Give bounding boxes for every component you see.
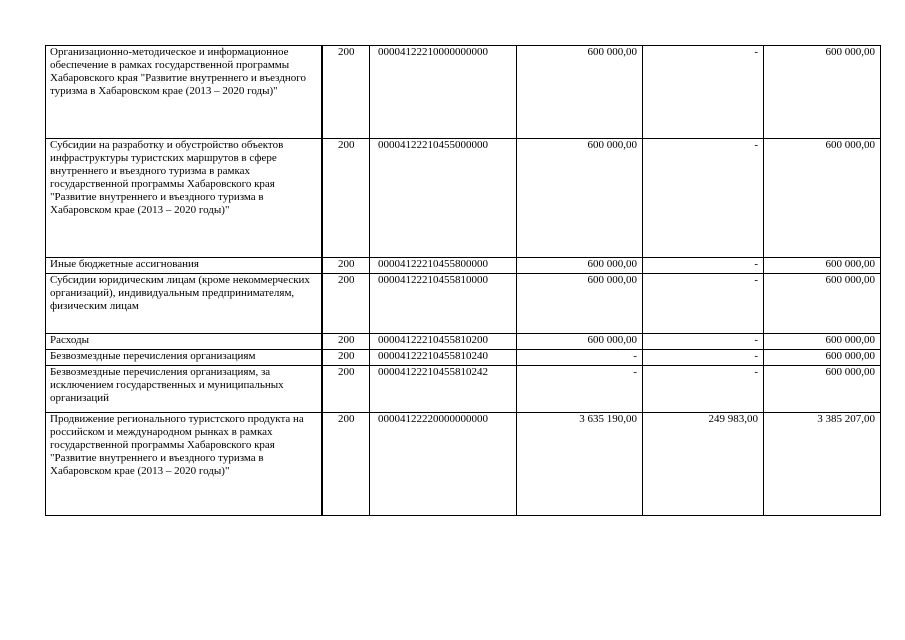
row-approved: -: [517, 350, 643, 366]
row-name: Безвозмездные перечисления организациям, за исключением государственных и муниципальных организаций: [46, 366, 322, 413]
row-remaining: 600 000,00: [764, 46, 881, 139]
row-admin-code: 200: [322, 350, 370, 366]
row-name: Иные бюджетные ассигнования: [46, 258, 322, 274]
table-row: [46, 139, 881, 258]
row-executed: -: [643, 139, 764, 258]
row-approved: 600 000,00: [517, 46, 643, 139]
row-approved: 3 635 190,00: [517, 413, 643, 516]
row-admin-code: 200: [322, 334, 370, 350]
row-name: Продвижение регионального туристского продукта на российском и международном рынках в рамках государственной программы Хабаровского края "Развитие внутреннего и въездного туризма в Хабаровском крае (2013 – 2020 годы)": [46, 413, 322, 516]
row-approved: 600 000,00: [517, 274, 643, 334]
row-budget-code: 00004122210455810242: [370, 366, 517, 413]
table-row: [46, 350, 881, 366]
row-budget-code: 00004122210455800000: [370, 258, 517, 274]
table-row: [46, 366, 881, 413]
row-approved: -: [517, 366, 643, 413]
row-name: Субсидии на разработку и обустройство объектов инфраструктуры туристских маршрутов в сфере внутреннего и въездного туризма в рамках государственной программы Хабаровского края "Развитие внутреннего и въездного туризма в Хабаровском крае (2013 – 2020 годы)": [46, 139, 322, 258]
row-budget-code: 00004122210000000000: [370, 46, 517, 139]
table-row: [46, 274, 881, 334]
row-name: Организационно-методическое и информационное обеспечение в рамках государственной программы Хабаровского края "Развитие внутреннего и въездного туризма в Хабаровском крае (2013 – 2020 годы)": [46, 46, 322, 139]
row-executed: -: [643, 350, 764, 366]
row-budget-code: 00004122220000000000: [370, 413, 517, 516]
row-executed: -: [643, 274, 764, 334]
row-admin-code: 200: [322, 366, 370, 413]
row-approved: 600 000,00: [517, 334, 643, 350]
row-remaining: 3 385 207,00: [764, 413, 881, 516]
row-admin-code: 200: [322, 413, 370, 516]
row-admin-code: 200: [322, 46, 370, 139]
row-approved: 600 000,00: [517, 139, 643, 258]
row-budget-code: 00004122210455810240: [370, 350, 517, 366]
table-row: [46, 46, 881, 139]
row-remaining: 600 000,00: [764, 258, 881, 274]
row-approved: 600 000,00: [517, 258, 643, 274]
row-executed: -: [643, 366, 764, 413]
table-row: [46, 413, 881, 516]
row-remaining: 600 000,00: [764, 366, 881, 413]
row-name: Расходы: [46, 334, 322, 350]
row-remaining: 600 000,00: [764, 274, 881, 334]
row-remaining: 600 000,00: [764, 139, 881, 258]
row-executed: 249 983,00: [643, 413, 764, 516]
table-body: [46, 46, 881, 516]
row-executed: -: [643, 46, 764, 139]
row-admin-code: 200: [322, 258, 370, 274]
row-admin-code: 200: [322, 139, 370, 258]
row-budget-code: 00004122210455810000: [370, 274, 517, 334]
row-budget-code: 00004122210455810200: [370, 334, 517, 350]
row-executed: -: [643, 334, 764, 350]
row-executed: -: [643, 258, 764, 274]
table-row: [46, 334, 881, 350]
row-remaining: 600 000,00: [764, 334, 881, 350]
budget-table: [45, 45, 881, 516]
row-name: Субсидии юридическим лицам (кроме некоммерческих организаций), индивидуальным предпринимателям, физическим лицам: [46, 274, 322, 334]
row-budget-code: 00004122210455000000: [370, 139, 517, 258]
row-admin-code: 200: [322, 274, 370, 334]
table-row: [46, 258, 881, 274]
row-remaining: 600 000,00: [764, 350, 881, 366]
row-name: Безвозмездные перечисления организациям: [46, 350, 322, 366]
